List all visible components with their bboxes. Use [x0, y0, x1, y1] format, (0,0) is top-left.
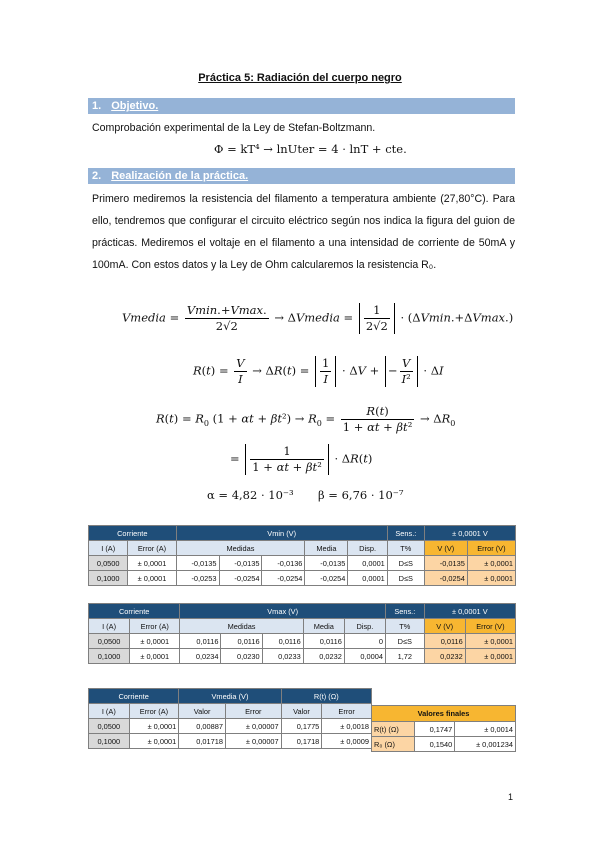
table-subheader-row: I (A) Error (A) Medidas Media Disp. T% V (V) Error (V): [89, 619, 516, 634]
valores-finales-table: [371, 705, 516, 752]
vmedia-rt-table: [88, 688, 372, 749]
delta-r0-equation: = $\frac{1}{\text{1 + αt + βt²}}$ · ΔR(t): [230, 444, 373, 474]
r0-equation: $R(t) = R_0$ $(1 + \alpha t + \beta t^2) \to R_0$ = $\frac{R(t)}{\text{1 + αt + βt²}}$ → $\Delta R_0$: [156, 404, 456, 434]
beta-value: β = 6,76 · 10⁻⁷: [318, 488, 404, 502]
table-row: 0,1000 ± 0,0001 0,01718 ± 0,00007 0,1718 ± 0,0009: [89, 734, 372, 749]
resistance-equation: R(t) = $\frac{V}{I}$ → ΔR(t) = $\frac{1}{I}$ · ΔV + − $\frac{V}{\text{I²}}$ · ΔI: [193, 356, 444, 386]
procedure-paragraph: Primero mediremos la resistencia del filamento a temperatura ambiente (27,80°C). Para ello, tendremos que configurar el circuito eléctrico según nos indica la figura del guion de prácticas. Mediremos el voltaje en el filamento a una intensidad de corriente de 50mA y 100mA. Con estos datos y la Ley de Ohm calcularemos la resistencia R₀.: [92, 193, 515, 271]
page-title: Práctica 5: Radiación del cuerpo negro: [198, 72, 402, 84]
table-row: 0,1000 ± 0,0001 -0,0253 -0,0254 -0,0254 -0,0254 0,0001 D≤S -0,0254 ± 0,0001: [89, 571, 516, 586]
objective-text: Comprobación experimental de la Ley de Stefan-Boltzmann.: [92, 122, 376, 134]
table-subheader-row: I (A) Error (A) Medidas Media Disp. T% V (V) Error (V): [89, 541, 516, 556]
table-row: 0,0500 ± 0,0001 0,0116 0,0116 0,0116 0,0116 0 D≤S 0,0116 ± 0,0001: [89, 634, 516, 649]
vmax-table: [88, 603, 516, 664]
table-row: R₀ (Ω) 0,1540 ± 0,001234: [372, 737, 516, 752]
page-number: 1: [508, 792, 514, 802]
section-heading-realizacion: 2. Realización de la práctica.: [88, 168, 515, 184]
table-row: 0,0500 ± 0,0001 0,00887 ± 0,00007 0,1775 ± 0,0018: [89, 719, 372, 734]
table-header-row: Valores finales: [372, 706, 516, 722]
table-row: R(t) (Ω) 0,1747 ± 0,0014: [372, 722, 516, 737]
section-heading-objetivo: 1. Objetivo.: [88, 98, 515, 114]
table-header-row: Corriente Vmax (V) Sens.: ± 0,0001 V: [89, 604, 516, 619]
table-header-row: Corriente Vmedia (V) R(t) (Ω): [89, 689, 372, 704]
table-row: 0,0500 ± 0,0001 -0,0135 -0,0135 -0,0136 -0,0135 0,0001 D≤S -0,0135 ± 0,0001: [89, 556, 516, 571]
alpha-value: α = 4,82 · 10⁻³: [207, 488, 294, 502]
table-subheader-row: I (A) Error (A) Valor Error Valor Error: [89, 704, 372, 719]
vmedia-equation: Vmedia = $\frac{Vmin.+Vmax.}{2√2}$ → ΔVmedia = $\frac{1}{2√2}$ · (ΔVmin.+ΔVmax.): [122, 303, 514, 333]
table-header-row: Corriente Vmin (V) Sens.: ± 0,0001 V: [89, 526, 516, 541]
table-row: 0,1000 ± 0,0001 0,0234 0,0230 0,0233 0,0232 0,0004 1,72 0,0232 ± 0,0001: [89, 649, 516, 664]
stefan-boltzmann-equation: Φ = kT⁴ → lnUter = 4 · lnT + cte.: [214, 142, 407, 156]
vmin-table: [88, 525, 516, 586]
